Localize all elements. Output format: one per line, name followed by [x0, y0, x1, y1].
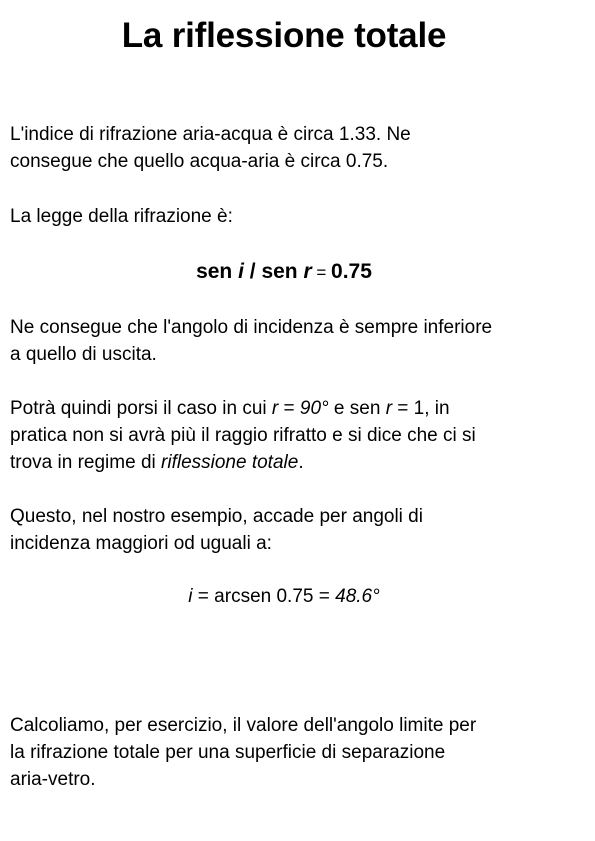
text-fragment: trova in regime di	[10, 452, 162, 473]
formula-variable-r: r	[303, 260, 312, 283]
paragraph-example	[10, 503, 580, 557]
formula-refraction-law	[0, 257, 568, 288]
formula-variable-r: r	[271, 398, 279, 419]
text-fragment: =	[278, 398, 300, 419]
paragraph-law-intro: La legge della rifrazione è:	[10, 206, 233, 227]
formula-text: =	[313, 586, 336, 607]
text-fragment: Potrà quindi porsi il caso in cui	[10, 398, 272, 419]
text-fragment: .	[298, 452, 304, 473]
paragraph-consequence	[10, 314, 580, 368]
formula-critical-angle	[0, 583, 568, 610]
text-line: Calcoliamo, per esercizio, il valore dell'angolo limite per	[10, 715, 477, 736]
formula-text: sen	[261, 260, 304, 283]
paragraph-refraction-index	[10, 121, 580, 175]
emphasis-term: riflessione totale	[161, 452, 299, 473]
text-line: pratica non si avrà più il raggio rifratto e si dice che ci si	[10, 425, 476, 446]
text-fragment: e sen	[328, 398, 386, 419]
formula-value: 48.6°	[335, 586, 380, 607]
text-line: incidenza maggiori od uguali a:	[10, 533, 272, 554]
formula-variable-i: i	[238, 260, 244, 283]
formula-text: /	[243, 260, 262, 283]
formula-variable-i: i	[188, 586, 193, 607]
formula-equals: =	[311, 263, 332, 282]
formula-text: =	[192, 586, 215, 607]
formula-variable-r: r	[385, 398, 393, 419]
formula-text: arcsen 0.75	[214, 586, 314, 607]
formula-value: 0.75	[331, 260, 372, 283]
text-line: la rifrazione totale per una superficie di separazione	[10, 742, 446, 763]
angle-value: 90°	[299, 398, 329, 419]
text-line: a quello di uscita.	[10, 344, 157, 365]
formula-text: sen	[196, 260, 239, 283]
paragraph-exercise	[10, 712, 580, 793]
text-line: aria-vetro.	[10, 769, 96, 790]
text-line: Ne consegue che l'angolo di incidenza è sempre inferiore	[10, 317, 493, 338]
page-title: La riflessione totale	[121, 16, 447, 55]
paragraph-total-reflection	[10, 395, 580, 476]
text-fragment: = 1, in	[392, 398, 450, 419]
text-line: Questo, nel nostro esempio, accade per angoli di	[10, 506, 423, 527]
text-line: consegue che quello acqua-aria è circa 0.75.	[10, 151, 389, 172]
text-line: L'indice di rifrazione aria-acqua è circa 1.33. Ne	[10, 124, 411, 145]
